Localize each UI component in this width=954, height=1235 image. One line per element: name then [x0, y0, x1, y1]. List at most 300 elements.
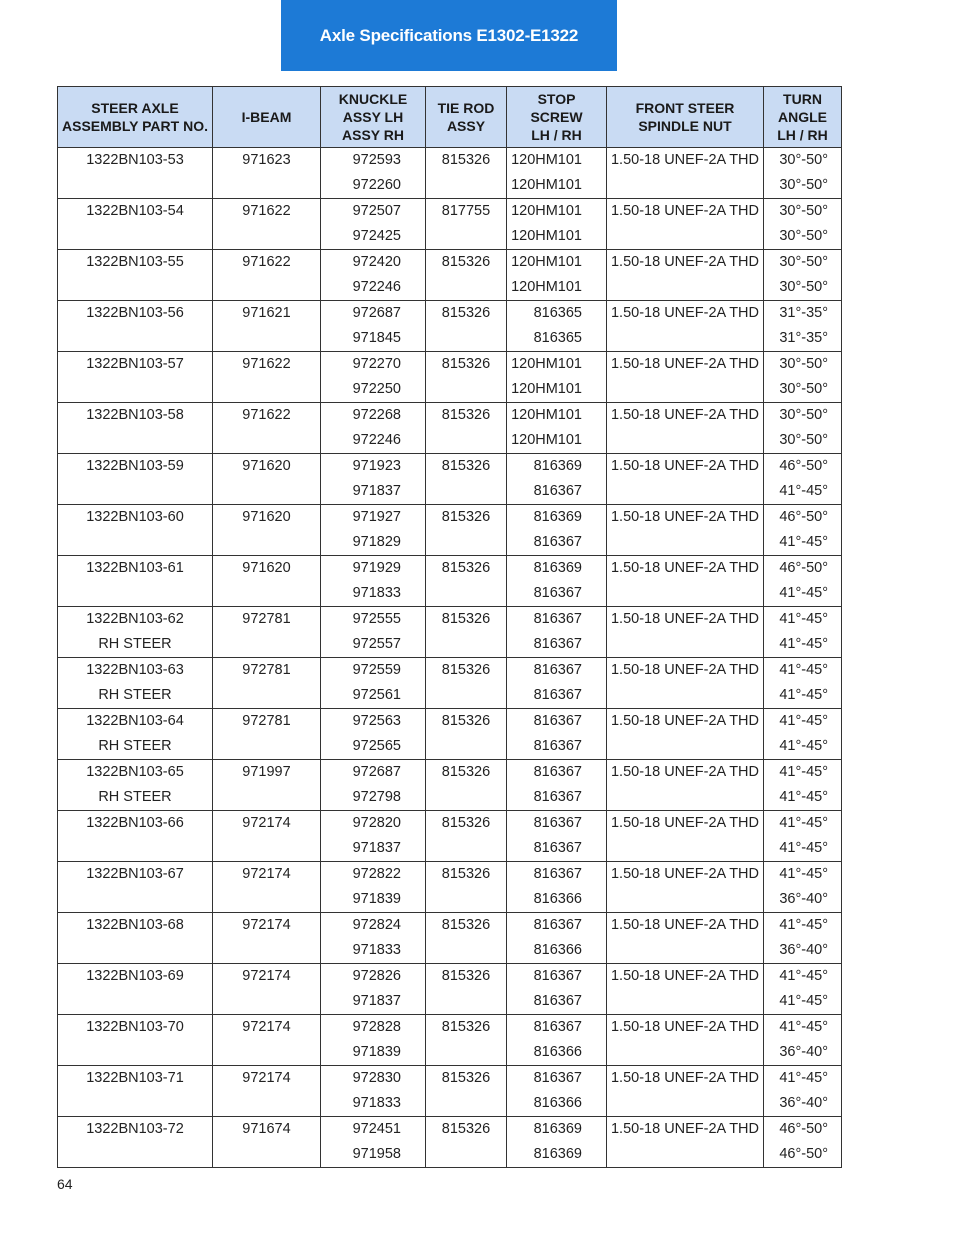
cell-knuckle [321, 1117, 426, 1168]
cell-line: 816369 [533, 560, 582, 576]
cell-line: 816367 [533, 917, 582, 933]
cell-part-no [58, 250, 213, 301]
table-row [58, 658, 842, 709]
cell-line: 815326 [441, 305, 491, 321]
cell-spacer [213, 785, 320, 810]
table-row [58, 913, 842, 964]
cell-line: 972820 [352, 815, 401, 831]
cell-stop-screw [507, 964, 607, 1015]
header-stop-screw [507, 87, 607, 148]
cell-line: 1322BN103-54 [86, 203, 184, 219]
header-line: ASSEMBLY PART NO. [62, 118, 208, 134]
cell-spindle-nut [607, 250, 764, 301]
cell-line: 815326 [441, 560, 491, 576]
cell-line: 972174 [242, 866, 291, 882]
cell-tie-rod [426, 760, 507, 811]
cell-line: 971622 [242, 356, 291, 372]
cell-line: 816367 [533, 713, 582, 729]
cell-part-no [58, 1117, 213, 1168]
cell-line: 815326 [441, 662, 491, 678]
cell-line: 41°-45° [779, 968, 828, 984]
cell-line: 1.50-18 UNEF-2A THD [610, 458, 759, 474]
cell-line: 1.50-18 UNEF-2A THD [610, 305, 759, 321]
header-line: STEER AXLE [91, 100, 179, 116]
cell-spacer [426, 1040, 506, 1065]
header-line: LH / RH [531, 127, 582, 143]
cell-line: 972174 [242, 815, 291, 831]
header-line: ANGLE [778, 109, 827, 125]
cell-knuckle [321, 709, 426, 760]
cell-spacer [426, 1142, 506, 1167]
cell-i-beam [213, 811, 321, 862]
cell-line: 1.50-18 UNEF-2A THD [610, 815, 759, 831]
cell-line: 971845 [352, 330, 401, 346]
cell-spacer [607, 683, 763, 708]
cell-spindle-nut [607, 505, 764, 556]
cell-line: 972270 [352, 356, 401, 372]
cell-line: 30°-50° [779, 279, 828, 295]
cell-spacer [426, 989, 506, 1014]
cell-tie-rod [426, 709, 507, 760]
cell-line: 41°-45° [779, 687, 828, 703]
cell-line: 41°-45° [779, 840, 828, 856]
cell-line [58, 479, 212, 504]
cell-line: 815326 [441, 1070, 491, 1086]
cell-spacer [607, 275, 763, 300]
cell-stop-screw [507, 148, 607, 199]
header-part-no [58, 87, 213, 148]
cell-line: 815326 [441, 611, 491, 627]
cell-line: 1.50-18 UNEF-2A THD [610, 968, 759, 984]
cell-line: 41°-45° [779, 713, 828, 729]
cell-i-beam [213, 148, 321, 199]
cell-spacer [426, 173, 506, 198]
cell-line: 971620 [242, 509, 291, 525]
cell-line: 816367 [533, 738, 582, 754]
cell-line: 120HM101 [511, 279, 582, 295]
cell-tie-rod [426, 199, 507, 250]
cell-part-no [58, 352, 213, 403]
cell-line [58, 836, 212, 861]
cell-stop-screw [507, 454, 607, 505]
cell-turn-angle [764, 505, 842, 556]
cell-line: 1322BN103-60 [86, 509, 184, 525]
cell-line: 815326 [441, 968, 491, 984]
cell-line: 1.50-18 UNEF-2A THD [610, 662, 759, 678]
cell-line: 816367 [533, 585, 582, 601]
cell-spacer [607, 1091, 763, 1116]
cell-line: 971929 [352, 560, 401, 576]
cell-line: 120HM101 [511, 228, 582, 244]
cell-line: 971833 [352, 585, 401, 601]
cell-line: 1322BN103-62 [86, 611, 184, 627]
cell-tie-rod [426, 148, 507, 199]
table-row [58, 709, 842, 760]
header-line: TURN [783, 91, 822, 107]
cell-i-beam [213, 964, 321, 1015]
cell-part-no [58, 913, 213, 964]
cell-line: 972425 [352, 228, 401, 244]
cell-line: 41°-45° [779, 789, 828, 805]
cell-spacer [213, 530, 320, 555]
cell-spindle-nut [607, 760, 764, 811]
cell-spindle-nut [607, 1015, 764, 1066]
cell-knuckle [321, 403, 426, 454]
table-row [58, 403, 842, 454]
cell-line [58, 1142, 212, 1167]
cell-spacer [213, 581, 320, 606]
cell-line: 41°-45° [779, 662, 828, 678]
cell-line: RH STEER [98, 636, 172, 652]
cell-spacer [607, 1040, 763, 1065]
cell-line: 1322BN103-70 [86, 1019, 184, 1035]
cell-line: 972555 [352, 611, 401, 627]
cell-line: 972822 [352, 866, 401, 882]
cell-line: 46°-50° [779, 458, 828, 474]
cell-knuckle [321, 352, 426, 403]
cell-line: 41°-45° [779, 993, 828, 1009]
cell-line: 972250 [352, 381, 401, 397]
cell-line: 816366 [533, 1095, 582, 1111]
header-line: LH / RH [777, 127, 828, 143]
cell-stop-screw [507, 607, 607, 658]
cell-line: 41°-45° [779, 866, 828, 882]
cell-line: 36°-40° [779, 1044, 828, 1060]
cell-spacer [213, 1091, 320, 1116]
cell-line: 971674 [242, 1121, 291, 1137]
cell-line: 120HM101 [511, 177, 582, 193]
cell-line: 120HM101 [511, 254, 582, 270]
cell-line: 971839 [352, 1044, 401, 1060]
table-row [58, 199, 842, 250]
cell-line: 971927 [352, 509, 401, 525]
cell-i-beam [213, 913, 321, 964]
cell-line: 972565 [352, 738, 401, 754]
cell-i-beam [213, 709, 321, 760]
table-row [58, 1117, 842, 1168]
cell-knuckle [321, 607, 426, 658]
cell-line: 1322BN103-68 [86, 917, 184, 933]
cell-line: 971839 [352, 891, 401, 907]
cell-line: 1322BN103-55 [86, 254, 184, 270]
cell-line: 971622 [242, 203, 291, 219]
cell-spacer [426, 479, 506, 504]
cell-knuckle [321, 1015, 426, 1066]
table-row [58, 556, 842, 607]
cell-spacer [607, 479, 763, 504]
cell-turn-angle [764, 607, 842, 658]
cell-spindle-nut [607, 1066, 764, 1117]
cell-spindle-nut [607, 199, 764, 250]
cell-line: 816366 [533, 1044, 582, 1060]
cell-tie-rod [426, 1117, 507, 1168]
cell-line: 1322BN103-67 [86, 866, 184, 882]
cell-line: RH STEER [98, 789, 172, 805]
cell-i-beam [213, 556, 321, 607]
cell-i-beam [213, 1015, 321, 1066]
cell-line: 1.50-18 UNEF-2A THD [610, 1019, 759, 1035]
cell-line: 815326 [441, 254, 491, 270]
cell-line: 31°-35° [779, 330, 828, 346]
cell-line: 816369 [533, 1121, 582, 1137]
header-line: KNUCKLE [338, 91, 408, 107]
cell-line: 815326 [441, 407, 491, 423]
cell-tie-rod [426, 862, 507, 913]
cell-line: 816367 [533, 789, 582, 805]
cell-spacer [213, 428, 320, 453]
cell-knuckle [321, 454, 426, 505]
cell-turn-angle [764, 148, 842, 199]
cell-spacer [213, 887, 320, 912]
cell-spindle-nut [607, 964, 764, 1015]
cell-spacer [607, 377, 763, 402]
cell-i-beam [213, 760, 321, 811]
cell-line: 36°-40° [779, 1095, 828, 1111]
cell-turn-angle [764, 403, 842, 454]
table-body [58, 148, 842, 1168]
cell-spacer [426, 428, 506, 453]
cell-tie-rod [426, 964, 507, 1015]
cell-spacer [213, 632, 320, 657]
cell-line: 817755 [441, 203, 491, 219]
cell-stop-screw [507, 1066, 607, 1117]
cell-spindle-nut [607, 658, 764, 709]
cell-i-beam [213, 199, 321, 250]
table-row [58, 1066, 842, 1117]
cell-knuckle [321, 913, 426, 964]
cell-line: 1322BN103-69 [86, 968, 184, 984]
cell-line: 972561 [352, 687, 401, 703]
cell-line: 120HM101 [511, 203, 582, 219]
cell-line: 41°-45° [779, 1019, 828, 1035]
cell-line: 816367 [533, 534, 582, 550]
cell-line: 1322BN103-72 [86, 1121, 184, 1137]
cell-knuckle [321, 760, 426, 811]
cell-line: 815326 [441, 1019, 491, 1035]
cell-line: 972687 [352, 764, 401, 780]
cell-line: 972174 [242, 968, 291, 984]
cell-line: 971837 [352, 993, 401, 1009]
cell-part-no [58, 199, 213, 250]
header-line: STOP SCREW [530, 91, 583, 125]
cell-line: 1.50-18 UNEF-2A THD [610, 866, 759, 882]
cell-line: 972557 [352, 636, 401, 652]
cell-spacer [607, 632, 763, 657]
cell-spacer [213, 377, 320, 402]
cell-turn-angle [764, 658, 842, 709]
cell-line: 120HM101 [511, 381, 582, 397]
cell-spacer [607, 530, 763, 555]
cell-spacer [213, 479, 320, 504]
cell-line: 41°-45° [779, 764, 828, 780]
cell-line [58, 173, 212, 198]
cell-line [58, 275, 212, 300]
table-row [58, 250, 842, 301]
cell-line: 972781 [242, 611, 291, 627]
cell-turn-angle [764, 556, 842, 607]
cell-line: 120HM101 [511, 432, 582, 448]
cell-line: 30°-50° [779, 432, 828, 448]
cell-line: 971829 [352, 534, 401, 550]
cell-turn-angle [764, 913, 842, 964]
cell-stop-screw [507, 352, 607, 403]
cell-turn-angle [764, 454, 842, 505]
cell-spindle-nut [607, 148, 764, 199]
cell-line: 1322BN103-58 [86, 407, 184, 423]
cell-line: 36°-40° [779, 891, 828, 907]
cell-line: 30°-50° [779, 228, 828, 244]
cell-line: 46°-50° [779, 560, 828, 576]
cell-line [58, 1040, 212, 1065]
cell-line: 815326 [441, 815, 491, 831]
cell-line: 1.50-18 UNEF-2A THD [610, 1070, 759, 1086]
header-line: ASSY RH [342, 127, 404, 143]
cell-line: 31°-35° [779, 305, 828, 321]
cell-line: 971620 [242, 458, 291, 474]
cell-line: 971923 [352, 458, 401, 474]
cell-stop-screw [507, 1117, 607, 1168]
cell-i-beam [213, 1117, 321, 1168]
cell-spacer [607, 1142, 763, 1167]
cell-spacer [213, 1142, 320, 1167]
cell-stop-screw [507, 505, 607, 556]
cell-part-no [58, 556, 213, 607]
cell-spacer [607, 581, 763, 606]
cell-line: 972781 [242, 713, 291, 729]
header-line: I-BEAM [241, 109, 292, 125]
cell-part-no [58, 301, 213, 352]
cell-part-no [58, 658, 213, 709]
cell-spacer [213, 1040, 320, 1065]
cell-knuckle [321, 964, 426, 1015]
cell-spacer [607, 326, 763, 351]
header-line: ASSY [446, 118, 486, 134]
cell-part-no [58, 148, 213, 199]
cell-knuckle [321, 1066, 426, 1117]
cell-part-no [58, 709, 213, 760]
table-row [58, 964, 842, 1015]
cell-stop-screw [507, 556, 607, 607]
cell-line: 120HM101 [511, 356, 582, 372]
cell-knuckle [321, 862, 426, 913]
cell-line: 816367 [533, 993, 582, 1009]
cell-i-beam [213, 454, 321, 505]
header-tie-rod [426, 87, 507, 148]
cell-spindle-nut [607, 913, 764, 964]
cell-line: 1.50-18 UNEF-2A THD [610, 356, 759, 372]
table-row [58, 505, 842, 556]
cell-knuckle [321, 505, 426, 556]
cell-line: 816367 [533, 1019, 582, 1035]
cell-spacer [607, 938, 763, 963]
cell-line: 972830 [352, 1070, 401, 1086]
cell-spacer [426, 275, 506, 300]
cell-knuckle [321, 556, 426, 607]
cell-line: 815326 [441, 152, 491, 168]
cell-line: 972260 [352, 177, 401, 193]
cell-line: 816369 [533, 1146, 582, 1162]
cell-spacer [607, 836, 763, 861]
cell-line: 1322BN103-66 [86, 815, 184, 831]
cell-line: 1.50-18 UNEF-2A THD [610, 509, 759, 525]
cell-spacer [426, 734, 506, 759]
cell-spacer [213, 683, 320, 708]
cell-line [58, 377, 212, 402]
cell-line: 816367 [533, 968, 582, 984]
cell-spacer [426, 785, 506, 810]
cell-i-beam [213, 301, 321, 352]
cell-spacer [213, 224, 320, 249]
cell-line: 41°-45° [779, 738, 828, 754]
cell-stop-screw [507, 1015, 607, 1066]
cell-spacer [607, 224, 763, 249]
header-line: TIE ROD [437, 100, 495, 116]
cell-line: 815326 [441, 356, 491, 372]
cell-spacer [426, 836, 506, 861]
cell-line: RH STEER [98, 738, 172, 754]
table-row [58, 760, 842, 811]
page-title: Axle Specifications E1302-E1322 [281, 0, 617, 71]
cell-line [58, 530, 212, 555]
cell-part-no [58, 607, 213, 658]
cell-line [58, 428, 212, 453]
cell-line: 46°-50° [779, 509, 828, 525]
cell-line: 1322BN103-64 [86, 713, 184, 729]
cell-stop-screw [507, 862, 607, 913]
cell-line: 41°-45° [779, 917, 828, 933]
cell-knuckle [321, 811, 426, 862]
cell-line: 971837 [352, 840, 401, 856]
cell-line: 41°-45° [779, 1070, 828, 1086]
cell-spacer [213, 173, 320, 198]
cell-knuckle [321, 250, 426, 301]
cell-line: 30°-50° [779, 356, 828, 372]
cell-turn-angle [764, 250, 842, 301]
cell-line: 41°-45° [779, 534, 828, 550]
cell-line: 1.50-18 UNEF-2A THD [610, 764, 759, 780]
cell-line: 972593 [352, 152, 401, 168]
cell-tie-rod [426, 1015, 507, 1066]
cell-spindle-nut [607, 811, 764, 862]
cell-line: 816367 [533, 483, 582, 499]
cell-line: 971958 [352, 1146, 401, 1162]
cell-stop-screw [507, 760, 607, 811]
cell-tie-rod [426, 811, 507, 862]
cell-tie-rod [426, 454, 507, 505]
cell-line: 30°-50° [779, 152, 828, 168]
table-row [58, 862, 842, 913]
cell-line: 972451 [352, 1121, 401, 1137]
cell-spacer [213, 734, 320, 759]
cell-spacer [426, 377, 506, 402]
cell-line: 1.50-18 UNEF-2A THD [610, 713, 759, 729]
cell-line: 816367 [533, 611, 582, 627]
cell-spacer [607, 428, 763, 453]
cell-line: 816367 [533, 815, 582, 831]
cell-line: 815326 [441, 764, 491, 780]
cell-line: 972174 [242, 1070, 291, 1086]
cell-spacer [426, 326, 506, 351]
cell-stop-screw [507, 199, 607, 250]
cell-spacer [426, 887, 506, 912]
cell-i-beam [213, 352, 321, 403]
table-row [58, 301, 842, 352]
cell-line: 1322BN103-56 [86, 305, 184, 321]
cell-turn-angle [764, 709, 842, 760]
cell-line: 30°-50° [779, 407, 828, 423]
cell-spindle-nut [607, 709, 764, 760]
table-row [58, 607, 842, 658]
